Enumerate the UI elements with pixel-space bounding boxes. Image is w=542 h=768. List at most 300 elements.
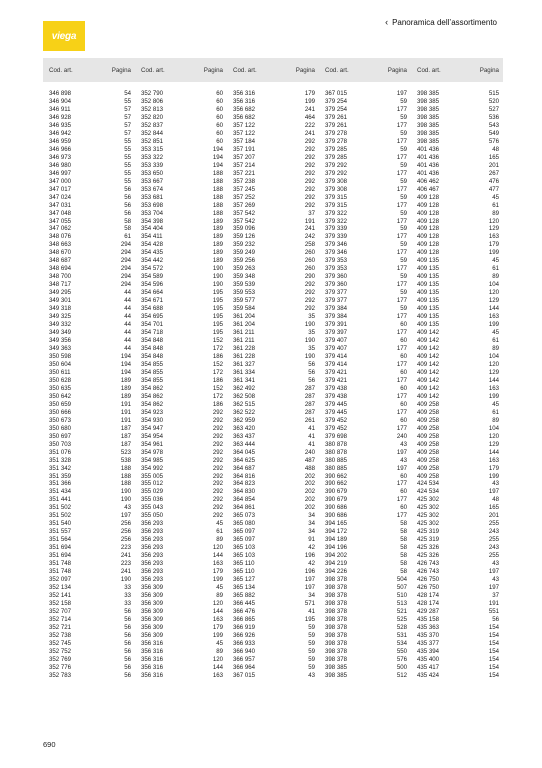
page-ref[interactable]: 292 [212,408,223,416]
page-ref[interactable]: 179 [212,568,223,576]
page-ref[interactable]: 240 [304,448,315,456]
page-ref[interactable]: 190 [120,488,131,496]
page-ref[interactable]: 44 [124,297,131,305]
page-ref[interactable]: 42 [308,544,315,552]
page-ref[interactable]: 191 [120,408,131,416]
page-ref[interactable]: 188 [212,193,223,201]
page-ref[interactable]: 240 [396,432,407,440]
page-ref[interactable]: 190 [212,265,223,273]
page-ref[interactable]: 58 [400,568,407,576]
page-ref[interactable]: 177 [396,105,407,113]
page-ref[interactable]: 56 [124,639,131,647]
page-ref[interactable]: 154 [488,631,499,639]
page-ref[interactable]: 292 [212,488,223,496]
page-ref[interactable]: 60 [216,137,223,145]
page-ref[interactable]: 59 [400,225,407,233]
page-ref[interactable]: 104 [488,281,499,289]
page-ref[interactable]: 292 [212,424,223,432]
page-ref[interactable]: 33 [124,584,131,592]
page-ref[interactable]: 129 [488,440,499,448]
page-ref[interactable]: 199 [488,249,499,257]
page-ref[interactable]: 256 [120,520,131,528]
page-ref[interactable]: 163 [212,560,223,568]
page-ref[interactable]: 59 [308,663,315,671]
page-ref[interactable]: 195 [304,615,315,623]
page-ref[interactable]: 120 [212,600,223,607]
page-ref[interactable]: 243 [488,528,499,536]
page-ref[interactable]: 55 [124,145,131,153]
page-ref[interactable]: 58 [400,520,407,528]
page-ref[interactable]: 55 [124,153,131,161]
page-ref[interactable]: 152 [212,384,223,392]
page-ref[interactable]: 256 [120,536,131,544]
page-ref[interactable]: 292 [304,281,315,289]
page-ref[interactable]: 197 [488,584,499,592]
page-ref[interactable]: 56 [124,209,131,217]
page-ref[interactable]: 287 [304,392,315,400]
page-ref[interactable]: 56 [308,360,315,368]
page-ref[interactable]: 292 [304,289,315,297]
page-ref[interactable]: 515 [488,90,499,97]
page-ref[interactable]: 241 [120,568,131,576]
page-ref[interactable]: 287 [304,400,315,408]
page-ref[interactable]: 59 [400,241,407,249]
page-ref[interactable]: 194 [120,368,131,376]
page-ref[interactable]: 57 [124,121,131,129]
page-ref[interactable]: 41 [308,440,315,448]
page-ref[interactable]: 59 [308,631,315,639]
page-ref[interactable]: 44 [124,337,131,345]
page-ref[interactable]: 154 [488,639,499,647]
page-ref[interactable]: 199 [488,472,499,480]
page-ref[interactable]: 188 [120,472,131,480]
page-ref[interactable]: 34 [308,528,315,536]
page-ref[interactable]: 60 [216,121,223,129]
page-ref[interactable]: 201 [488,512,499,520]
page-ref[interactable]: 536 [488,113,499,121]
page-ref[interactable]: 152 [212,337,223,345]
page-ref[interactable]: 55 [124,177,131,185]
page-ref[interactable]: 144 [488,305,499,313]
page-ref[interactable]: 513 [396,600,407,607]
page-ref[interactable]: 89 [216,592,223,600]
page-ref[interactable]: 56 [308,376,315,384]
page-ref[interactable]: 464 [304,113,315,121]
page-ref[interactable]: 255 [488,552,499,560]
page-ref[interactable]: 59 [400,193,407,201]
page-ref[interactable]: 528 [396,623,407,631]
page-ref[interactable]: 120 [488,289,499,297]
page-ref[interactable]: 195 [212,329,223,337]
page-ref[interactable]: 290 [304,273,315,281]
page-ref[interactable]: 197 [120,512,131,520]
page-ref[interactable]: 37 [492,592,499,600]
page-ref[interactable]: 41 [308,607,315,615]
page-ref[interactable]: 571 [304,600,315,607]
page-ref[interactable]: 56 [124,193,131,201]
page-ref[interactable]: 61 [492,408,499,416]
page-ref[interactable]: 292 [212,432,223,440]
page-ref[interactable]: 177 [396,137,407,145]
page-ref[interactable]: 163 [488,313,499,321]
page-ref[interactable]: 60 [400,368,407,376]
page-ref[interactable]: 61 [492,201,499,209]
page-ref[interactable]: 223 [120,560,131,568]
page-ref[interactable]: 144 [488,376,499,384]
page-ref[interactable]: 55 [124,137,131,145]
page-ref[interactable]: 195 [212,313,223,321]
page-ref[interactable]: 487 [304,456,315,464]
page-ref[interactable]: 256 [120,528,131,536]
page-ref[interactable]: 292 [304,169,315,177]
page-ref[interactable]: 60 [216,113,223,121]
page-ref[interactable]: 294 [120,249,131,257]
page-ref[interactable]: 58 [124,225,131,233]
page-ref[interactable]: 197 [396,448,407,456]
page-ref[interactable]: 45 [216,639,223,647]
page-ref[interactable]: 199 [212,576,223,584]
page-ref[interactable]: 165 [488,504,499,512]
page-ref[interactable]: 507 [396,584,407,592]
page-ref[interactable]: 35 [308,329,315,337]
page-ref[interactable]: 488 [304,464,315,472]
page-ref[interactable]: 56 [124,631,131,639]
page-ref[interactable]: 188 [120,464,131,472]
page-ref[interactable]: 188 [212,201,223,209]
page-ref[interactable]: 60 [400,488,407,496]
page-ref[interactable]: 197 [488,568,499,576]
page-ref[interactable]: 56 [124,655,131,663]
page-ref[interactable]: 194 [120,360,131,368]
page-ref[interactable]: 177 [396,512,407,520]
page-ref[interactable]: 43 [308,671,315,679]
page-ref[interactable]: 35 [308,345,315,352]
page-ref[interactable]: 179 [304,90,315,97]
page-ref[interactable]: 177 [396,217,407,225]
page-ref[interactable]: 104 [488,424,499,432]
page-ref[interactable]: 294 [120,241,131,249]
page-ref[interactable]: 43 [492,576,499,584]
page-ref[interactable]: 58 [400,560,407,568]
page-ref[interactable]: 189 [212,233,223,241]
page-ref[interactable]: 44 [124,305,131,313]
page-ref[interactable]: 59 [400,113,407,121]
page-ref[interactable]: 189 [212,241,223,249]
page-ref[interactable]: 56 [124,185,131,193]
page-ref[interactable]: 35 [308,313,315,321]
page-ref[interactable]: 222 [304,121,315,129]
page-ref[interactable]: 190 [212,281,223,289]
page-ref[interactable]: 45 [216,584,223,592]
page-ref[interactable]: 292 [212,416,223,424]
page-ref[interactable]: 292 [212,512,223,520]
page-ref[interactable]: 163 [488,233,499,241]
page-ref[interactable]: 56 [492,615,499,623]
page-ref[interactable]: 61 [492,337,499,345]
page-ref[interactable]: 292 [212,496,223,504]
page-ref[interactable]: 163 [212,671,223,679]
page-ref[interactable]: 500 [396,663,407,671]
page-ref[interactable]: 42 [308,560,315,568]
page-ref[interactable]: 186 [212,376,223,384]
page-ref[interactable]: 195 [212,289,223,297]
page-ref[interactable]: 195 [212,297,223,305]
page-ref[interactable]: 59 [400,209,407,217]
page-ref[interactable]: 292 [304,177,315,185]
page-ref[interactable]: 512 [396,671,407,679]
page-ref[interactable]: 56 [124,671,131,679]
page-ref[interactable]: 476 [488,177,499,185]
page-ref[interactable]: 154 [488,623,499,631]
page-ref[interactable]: 188 [212,185,223,193]
page-ref[interactable]: 538 [120,456,131,464]
page-ref[interactable]: 202 [304,472,315,480]
page-ref[interactable]: 287 [304,384,315,392]
page-ref[interactable]: 59 [400,273,407,281]
page-ref[interactable]: 177 [396,233,407,241]
page-ref[interactable]: 520 [488,97,499,105]
page-ref[interactable]: 120 [212,544,223,552]
page-ref[interactable]: 120 [488,432,499,440]
page-ref[interactable]: 191 [120,416,131,424]
page-ref[interactable]: 89 [492,416,499,424]
page-ref[interactable]: 57 [124,129,131,137]
page-ref[interactable]: 241 [304,105,315,113]
page-ref[interactable]: 60 [216,105,223,113]
page-ref[interactable]: 163 [488,456,499,464]
page-ref[interactable]: 54 [124,90,131,97]
page-ref[interactable]: 129 [488,297,499,305]
page-ref[interactable]: 177 [396,185,407,193]
page-ref[interactable]: 60 [400,416,407,424]
page-ref[interactable]: 154 [488,647,499,655]
page-ref[interactable]: 534 [396,639,407,647]
page-ref[interactable]: 186 [212,400,223,408]
page-ref[interactable]: 55 [124,161,131,169]
page-ref[interactable]: 177 [396,201,407,209]
page-ref[interactable]: 58 [400,528,407,536]
page-ref[interactable]: 60 [216,129,223,137]
page-ref[interactable]: 165 [488,153,499,161]
page-ref[interactable]: 129 [488,225,499,233]
page-ref[interactable]: 154 [488,655,499,663]
page-ref[interactable]: 197 [304,576,315,584]
page-ref[interactable]: 48 [492,496,499,504]
page-ref[interactable]: 177 [396,480,407,488]
page-ref[interactable]: 37 [308,209,315,217]
page-ref[interactable]: 56 [124,615,131,623]
page-ref[interactable]: 120 [488,217,499,225]
page-ref[interactable]: 59 [400,97,407,105]
page-ref[interactable]: 56 [124,623,131,631]
page-ref[interactable]: 292 [212,448,223,456]
page-ref[interactable]: 510 [396,592,407,600]
page-ref[interactable]: 191 [488,600,499,607]
page-ref[interactable]: 195 [212,321,223,329]
page-ref[interactable]: 104 [488,352,499,360]
page-ref[interactable]: 190 [120,576,131,584]
page-ref[interactable]: 189 [212,225,223,233]
page-ref[interactable]: 45 [492,193,499,201]
section-header[interactable] [385,17,497,27]
page-ref[interactable]: 55 [124,169,131,177]
page-ref[interactable]: 58 [400,536,407,544]
page-ref[interactable]: 177 [396,281,407,289]
page-ref[interactable]: 56 [124,647,131,655]
page-ref[interactable]: 59 [400,129,407,137]
page-ref[interactable]: 292 [304,201,315,209]
page-ref[interactable]: 89 [492,209,499,217]
page-ref[interactable]: 60 [400,384,407,392]
page-ref[interactable]: 44 [124,289,131,297]
page-ref[interactable]: 163 [488,384,499,392]
page-ref[interactable]: 179 [488,241,499,249]
page-ref[interactable]: 144 [212,607,223,615]
page-ref[interactable]: 255 [488,520,499,528]
page-ref[interactable]: 43 [492,560,499,568]
page-ref[interactable]: 43 [124,504,131,512]
page-ref[interactable]: 199 [304,97,315,105]
page-ref[interactable]: 60 [216,90,223,97]
page-ref[interactable]: 241 [304,225,315,233]
page-ref[interactable]: 177 [396,345,407,352]
page-ref[interactable]: 41 [308,432,315,440]
page-ref[interactable]: 523 [120,448,131,456]
page-ref[interactable]: 59 [400,305,407,313]
page-ref[interactable]: 59 [308,647,315,655]
page-ref[interactable]: 177 [396,249,407,257]
page-ref[interactable]: 59 [400,161,407,169]
page-ref[interactable]: 190 [304,337,315,345]
page-ref[interactable]: 531 [396,631,407,639]
page-ref[interactable]: 189 [120,376,131,384]
page-ref[interactable]: 199 [488,392,499,400]
page-ref[interactable]: 241 [120,552,131,560]
page-ref[interactable]: 201 [488,161,499,169]
page-ref[interactable]: 202 [304,496,315,504]
page-ref[interactable]: 177 [396,360,407,368]
page-ref[interactable]: 521 [396,607,407,615]
page-ref[interactable]: 292 [304,161,315,169]
page-ref[interactable]: 59 [400,289,407,297]
page-ref[interactable]: 292 [304,297,315,305]
page-ref[interactable]: 194 [120,352,131,360]
page-ref[interactable]: 189 [212,249,223,257]
page-ref[interactable]: 154 [488,663,499,671]
page-ref[interactable]: 187 [120,440,131,448]
page-ref[interactable]: 144 [488,448,499,456]
page-ref[interactable]: 188 [212,169,223,177]
page-ref[interactable]: 61 [492,265,499,273]
page-ref[interactable]: 60 [400,337,407,345]
page-ref[interactable]: 188 [120,480,131,488]
page-ref[interactable]: 294 [120,281,131,289]
page-ref[interactable]: 576 [488,137,499,145]
page-ref[interactable]: 89 [492,345,499,352]
page-ref[interactable]: 144 [212,663,223,671]
page-ref[interactable]: 255 [488,536,499,544]
page-ref[interactable]: 43 [400,440,407,448]
page-ref[interactable]: 294 [120,273,131,281]
page-ref[interactable]: 242 [304,233,315,241]
page-ref[interactable]: 60 [216,97,223,105]
page-ref[interactable]: 292 [304,185,315,193]
page-ref[interactable]: 60 [400,400,407,408]
page-ref[interactable]: 527 [488,105,499,113]
page-ref[interactable]: 241 [304,129,315,137]
page-ref[interactable]: 177 [396,376,407,384]
page-ref[interactable]: 190 [212,273,223,281]
page-ref[interactable]: 120 [212,655,223,663]
page-ref[interactable]: 45 [216,520,223,528]
page-ref[interactable]: 59 [400,177,407,185]
page-ref[interactable]: 55 [124,97,131,105]
page-ref[interactable]: 177 [396,329,407,337]
page-ref[interactable]: 197 [488,488,499,496]
page-ref[interactable]: 154 [488,671,499,679]
page-ref[interactable]: 195 [212,305,223,313]
page-ref[interactable]: 172 [212,392,223,400]
page-ref[interactable]: 44 [124,313,131,321]
page-ref[interactable]: 59 [400,145,407,153]
page-ref[interactable]: 120 [488,360,499,368]
page-ref[interactable]: 177 [396,297,407,305]
page-ref[interactable]: 60 [400,472,407,480]
page-ref[interactable]: 292 [212,504,223,512]
page-ref[interactable]: 177 [396,424,407,432]
page-ref[interactable]: 56 [124,607,131,615]
page-ref[interactable]: 43 [492,480,499,488]
page-ref[interactable]: 260 [304,249,315,257]
page-ref[interactable]: 177 [396,313,407,321]
page-ref[interactable]: 56 [308,368,315,376]
page-ref[interactable]: 187 [120,432,131,440]
page-ref[interactable]: 202 [304,504,315,512]
page-ref[interactable]: 59 [308,639,315,647]
page-ref[interactable]: 189 [212,217,223,225]
page-ref[interactable]: 292 [212,472,223,480]
page-ref[interactable]: 179 [212,623,223,631]
page-ref[interactable]: 45 [492,400,499,408]
page-ref[interactable]: 89 [492,273,499,281]
page-ref[interactable]: 177 [396,169,407,177]
page-ref[interactable]: 189 [120,384,131,392]
page-ref[interactable]: 191 [304,217,315,225]
page-ref[interactable]: 177 [396,496,407,504]
page-ref[interactable]: 89 [216,536,223,544]
page-ref[interactable]: 34 [308,512,315,520]
page-ref[interactable]: 188 [212,209,223,217]
page-ref[interactable]: 177 [396,265,407,273]
page-ref[interactable]: 172 [212,345,223,352]
page-ref[interactable]: 163 [212,615,223,623]
page-ref[interactable]: 129 [488,368,499,376]
page-ref[interactable]: 525 [396,615,407,623]
page-ref[interactable]: 33 [124,600,131,607]
page-ref[interactable]: 57 [124,113,131,121]
page-ref[interactable]: 172 [212,368,223,376]
page-ref[interactable]: 57 [124,105,131,113]
page-ref[interactable]: 543 [488,121,499,129]
page-ref[interactable]: 177 [396,153,407,161]
page-ref[interactable]: 292 [212,480,223,488]
page-ref[interactable]: 197 [396,464,407,472]
page-ref[interactable]: 202 [304,488,315,496]
page-ref[interactable]: 294 [120,265,131,273]
page-ref[interactable]: 59 [400,257,407,265]
page-ref[interactable]: 196 [304,568,315,576]
page-ref[interactable]: 48 [492,145,499,153]
